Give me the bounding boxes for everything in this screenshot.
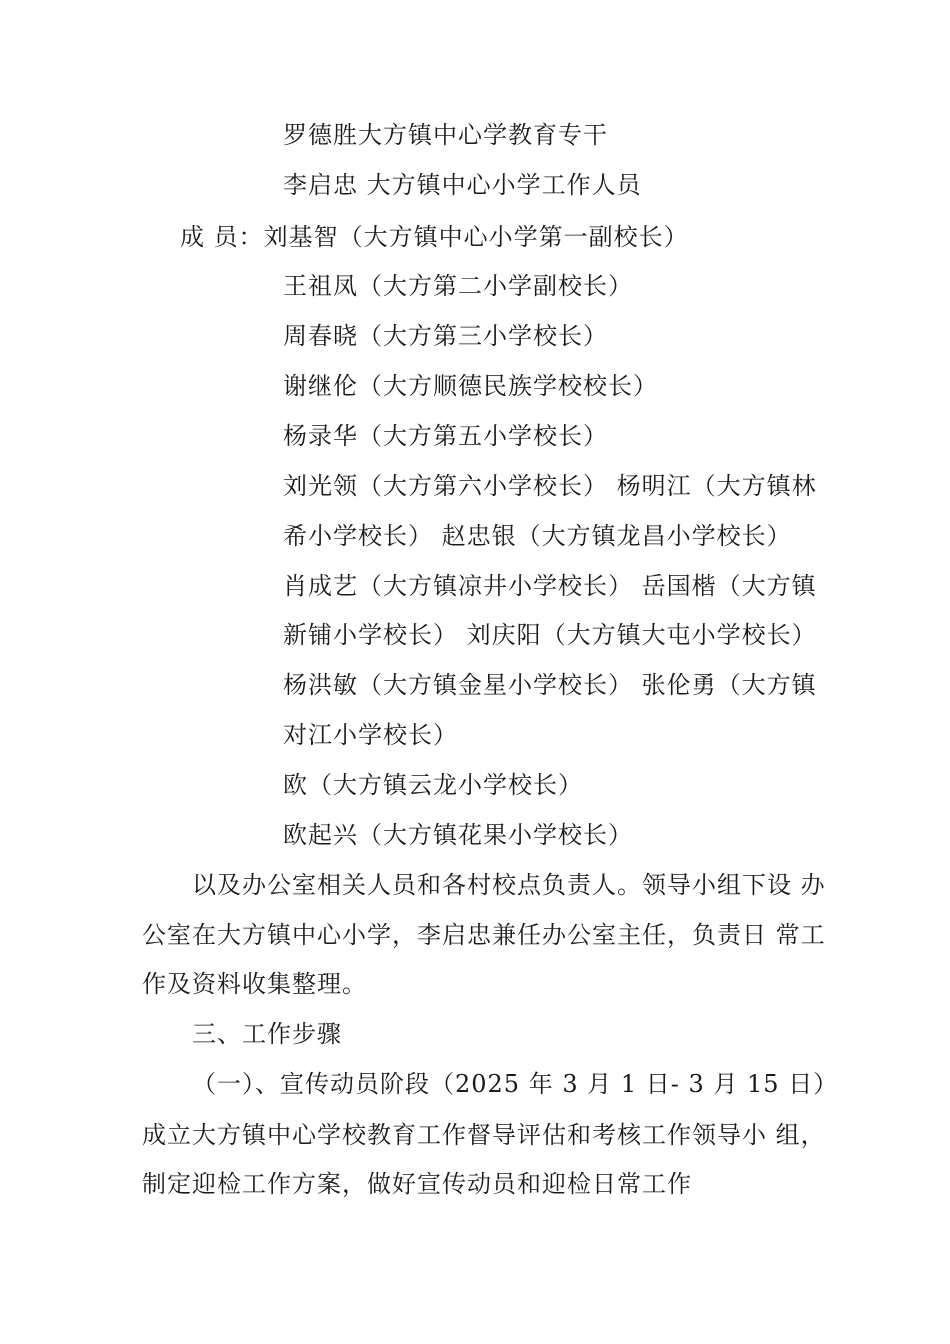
text-line-21: 成立大方镇中心学校教育工作督导评估和考核工作领导小 组，: [142, 1121, 826, 1149]
text-line-12: 杨洪敏（大方镇金星小学校长） 张伦勇（大方镇: [283, 671, 817, 699]
text-line-22: 制定迎检工作方案，做好宣传动员和迎检日常工作: [142, 1170, 692, 1198]
text-line-9: 希小学校长） 赵忠银（大方镇龙昌小学校长）: [283, 522, 792, 550]
text-line-17: 公室在大方镇中心小学，李启忠兼任办公室主任，负责日 常工: [142, 921, 826, 949]
text-line-16: 以及办公室相关人员和各村校点负责人。领导小组下设 办: [192, 871, 826, 899]
text-line-14: 欧（大方镇云龙小学校长）: [283, 771, 583, 799]
text-line-18: 作及资料收集整理。: [142, 970, 367, 998]
text-line-15: 欧起兴（大方镇花果小学校长）: [283, 821, 633, 849]
text-line-6: 谢继伦（大方顺德民族学校校长）: [283, 372, 658, 400]
text-line-13: 对江小学校长）: [283, 721, 458, 749]
section-heading: 三、工作步骤: [192, 1020, 342, 1048]
text-line-8: 刘光领（大方第六小学校长） 杨明江（大方镇林: [283, 472, 817, 500]
subsection-heading: （一）、宣传动员阶段（2025 年 3 月 1 日- 3 月 15 日）: [192, 1070, 839, 1098]
text-line-10: 肖成艺（大方镇凉井小学校长） 岳国楷（大方镇: [283, 572, 817, 600]
text-line-4: 王祖凤（大方第二小学副校长）: [283, 272, 633, 300]
text-line-2: 李启忠 大方镇中心小学工作人员: [283, 171, 642, 199]
text-line-3: 成 员：刘基智（大方镇中心小学第一副校长）: [180, 223, 689, 251]
text-line-1: 罗德胜大方镇中心学教育专干: [283, 121, 608, 149]
text-line-7: 杨录华（大方第五小学校长）: [283, 422, 608, 450]
text-line-5: 周春晓（大方第三小学校长）: [283, 322, 608, 350]
text-line-11: 新铺小学校长） 刘庆阳（大方镇大屯小学校长）: [283, 621, 817, 649]
